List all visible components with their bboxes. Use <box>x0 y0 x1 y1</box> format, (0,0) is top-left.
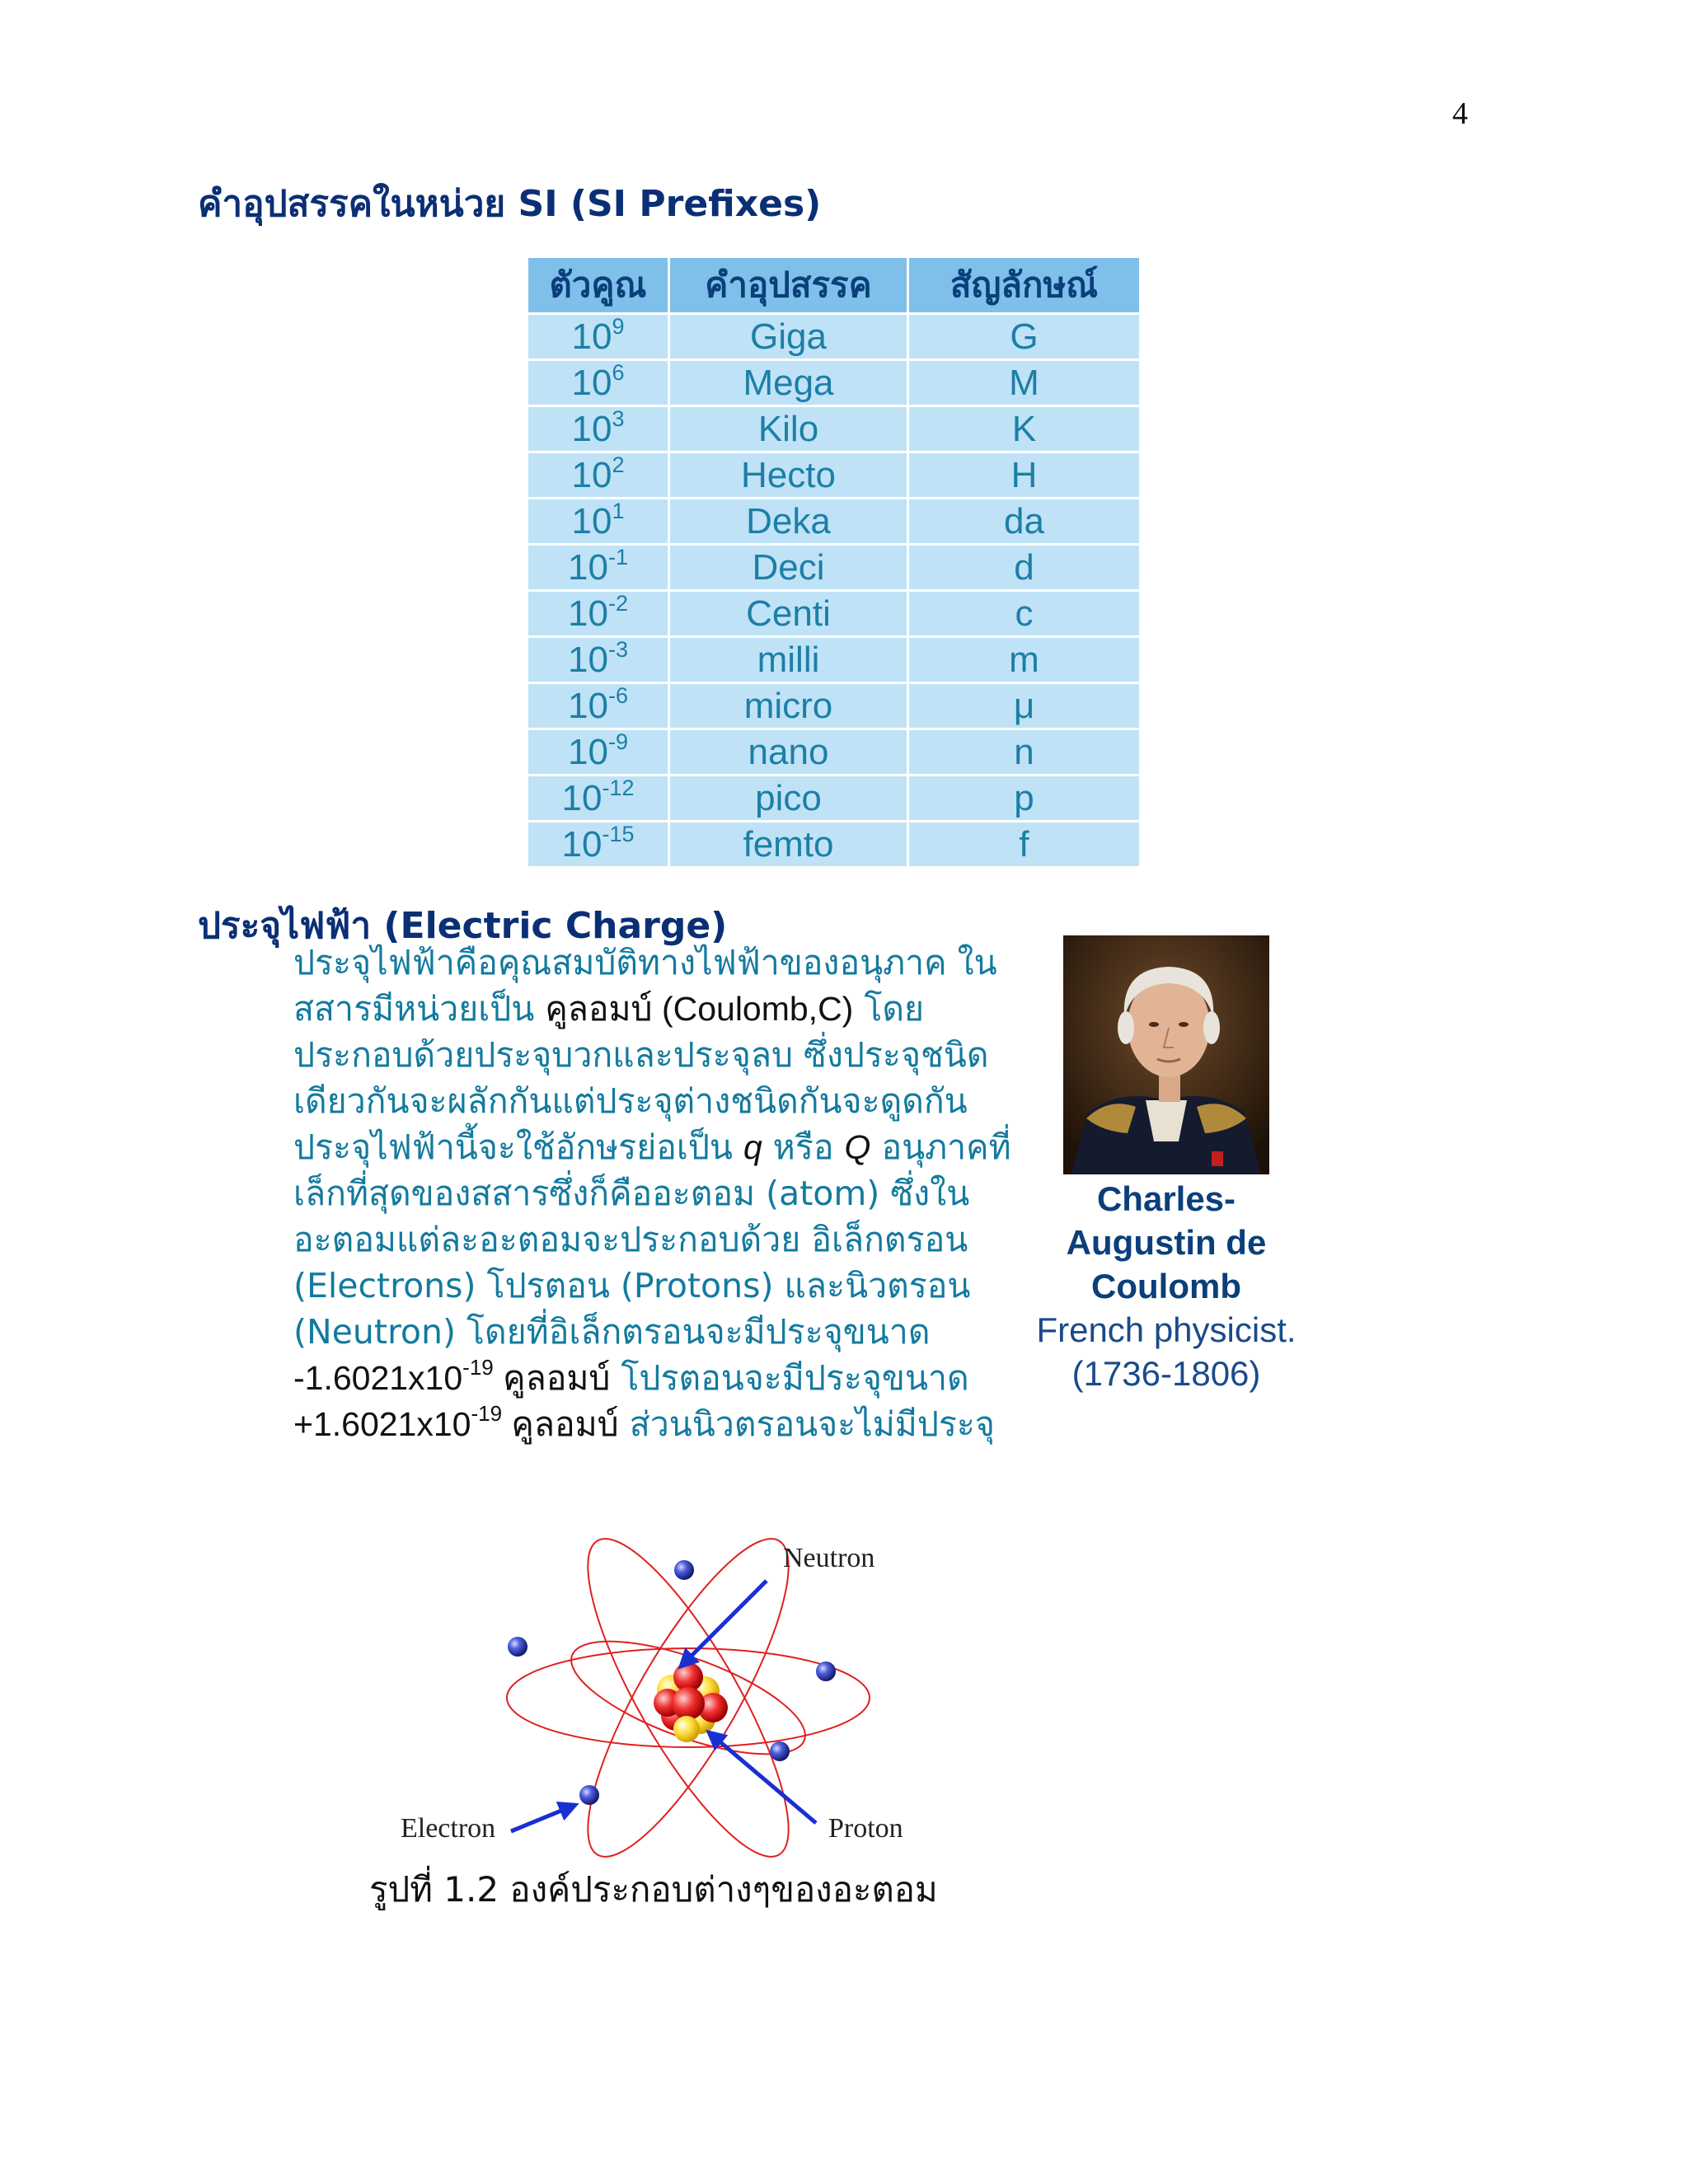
si-prefix-table <box>526 255 1142 869</box>
multiplier-base: 10 <box>568 731 608 772</box>
cell-prefix: Deci <box>669 545 908 591</box>
table-row <box>528 314 1141 360</box>
symbol-Q: Q <box>844 1128 871 1166</box>
para-text: อนุภาคที่เล็กที่สุดของสสารซึ่งก็คืออะตอม (atom) ซึ่งในอะตอมแต่ละอะตอมจะประกอบด้วย อิเล็กตรอน (Electrons) โปรตอน (Protons) และนิวตรอน (Neutron) โดยที่อิเล็กตรอนจะมีประจุขนาด <box>293 1127 1011 1352</box>
multiplier-base: 10 <box>571 362 612 403</box>
cell-multiplier <box>528 499 669 545</box>
cell-symbol: d <box>908 545 1141 591</box>
header-multiplier: ตัวคูณ <box>528 257 669 314</box>
header-prefix: คำอุปสรรค <box>669 257 908 314</box>
para-text-black: คูลอมบ์ <box>493 1359 611 1397</box>
multiplier-exponent: -6 <box>607 682 628 708</box>
electron-charge-base: -1.6021x10 <box>293 1359 463 1397</box>
cell-prefix: micro <box>669 683 908 729</box>
portrait-caption <box>1022 1177 1311 1395</box>
proton-charge-exp: -19 <box>471 1401 503 1426</box>
para-text: ส่วนนิวตรอนจะไม่มีประจุ <box>618 1404 995 1444</box>
para-text-black: คูลอมบ์ (Coulomb,C) <box>545 990 854 1028</box>
cell-symbol: K <box>908 406 1141 452</box>
portrait-name: Charles-Augustin de Coulomb <box>1066 1179 1267 1305</box>
cell-prefix: Kilo <box>669 406 908 452</box>
cell-symbol: μ <box>908 683 1141 729</box>
table-row <box>528 729 1141 776</box>
cell-prefix: Mega <box>669 360 908 406</box>
para-text-black: คูลอมบ์ <box>502 1405 619 1443</box>
multiplier-exponent: -9 <box>607 729 628 754</box>
header-symbol: สัญลักษณ์ <box>908 257 1141 314</box>
cell-multiplier <box>528 683 669 729</box>
cell-symbol: M <box>908 360 1141 406</box>
cell-multiplier <box>528 314 669 360</box>
cell-prefix: Giga <box>669 314 908 360</box>
multiplier-exponent: 6 <box>612 359 625 385</box>
cell-prefix: nano <box>669 729 908 776</box>
table-row <box>528 545 1141 591</box>
para-text: โปรตอนจะมีประจุขนาด <box>610 1358 969 1398</box>
cell-multiplier <box>528 360 669 406</box>
cell-prefix: Hecto <box>669 452 908 499</box>
label-electron: Electron <box>401 1813 496 1844</box>
cell-prefix: pico <box>669 776 908 822</box>
cell-symbol: p <box>908 776 1141 822</box>
para-text: โดยประกอบด้วยประจุบวกและประจุลบ ซึ่งประจุชนิดเดียวกันจะผลักกันแต่ประจุต่างชนิดกันจะดูดกัน ประจุไฟฟ้านี้จะใช้อักษรย่อเป็น <box>293 989 989 1167</box>
table-row <box>528 683 1141 729</box>
table-row <box>528 591 1141 637</box>
multiplier-base: 10 <box>571 454 612 495</box>
cell-multiplier <box>528 545 669 591</box>
table-row <box>528 637 1141 683</box>
multiplier-base: 10 <box>571 316 612 357</box>
neutron-arrow <box>681 1581 767 1666</box>
multiplier-exponent: 3 <box>612 405 625 431</box>
table-row <box>528 360 1141 406</box>
label-neutron: Neutron <box>783 1543 875 1573</box>
multiplier-base: 10 <box>571 408 612 449</box>
multiplier-exponent: -2 <box>607 590 628 616</box>
proton-charge-value <box>293 1401 503 1443</box>
cell-multiplier <box>528 637 669 683</box>
cell-multiplier <box>528 729 669 776</box>
table-row <box>528 776 1141 822</box>
table-row <box>528 499 1141 545</box>
cell-multiplier <box>528 822 669 868</box>
multiplier-base: 10 <box>568 685 608 726</box>
nucleus <box>654 1662 728 1742</box>
proton-charge-base: +1.6021x10 <box>293 1405 471 1443</box>
cell-multiplier <box>528 406 669 452</box>
cell-symbol: n <box>908 729 1141 776</box>
para-text: ประจุไฟฟ้าคือคุณสมบัติทางไฟฟ้าของอนุภาค ในสสารมีหน่วยเป็น <box>293 943 997 1029</box>
table-row <box>528 406 1141 452</box>
section-title-si-prefixes: คำอุปสรรคในหน่วย SI (SI Prefixes) <box>198 183 822 225</box>
multiplier-exponent: -3 <box>607 636 628 662</box>
para-text: หรือ <box>762 1127 845 1167</box>
cell-symbol: c <box>908 591 1141 637</box>
portrait-description: French physicist.(1736-1806) <box>1036 1310 1296 1393</box>
coulomb-portrait <box>1063 935 1269 1174</box>
page-number: 4 <box>1452 96 1468 131</box>
multiplier-exponent: 9 <box>612 313 625 339</box>
cell-symbol: m <box>908 637 1141 683</box>
cell-symbol: G <box>908 314 1141 360</box>
multiplier-exponent: -1 <box>607 544 628 569</box>
cell-multiplier <box>528 591 669 637</box>
multiplier-exponent: -15 <box>602 821 635 846</box>
cell-multiplier <box>528 776 669 822</box>
cell-prefix: femto <box>669 822 908 868</box>
table-row <box>528 452 1141 499</box>
cell-symbol: da <box>908 499 1141 545</box>
figure-caption: รูปที่ 1.2 องค์ประกอบต่างๆของอะตอม <box>369 1869 938 1910</box>
section-title-electric-charge: ประจุไฟฟ้า (Electric Charge) <box>198 905 728 947</box>
multiplier-base: 10 <box>561 823 603 865</box>
cell-prefix: Deka <box>669 499 908 545</box>
multiplier-base: 10 <box>568 639 608 680</box>
symbol-q: q <box>743 1128 762 1166</box>
electron-charge-exp: -19 <box>462 1355 494 1380</box>
cell-symbol: f <box>908 822 1141 868</box>
multiplier-exponent: 1 <box>612 498 625 523</box>
label-proton: Proton <box>828 1813 903 1844</box>
multiplier-base: 10 <box>568 593 608 634</box>
cell-prefix: Centi <box>669 591 908 637</box>
multiplier-exponent: 2 <box>612 452 625 477</box>
electron-charge-value <box>293 1355 494 1397</box>
cell-prefix: milli <box>669 637 908 683</box>
cell-symbol: H <box>908 452 1141 499</box>
table-header-row <box>528 257 1141 314</box>
electron-arrow <box>511 1805 575 1831</box>
cell-multiplier <box>528 452 669 499</box>
multiplier-base: 10 <box>568 546 608 588</box>
multiplier-base: 10 <box>571 500 612 541</box>
multiplier-base: 10 <box>561 777 603 818</box>
multiplier-exponent: -12 <box>602 775 635 800</box>
table-row <box>528 822 1141 868</box>
electric-charge-paragraph <box>293 940 1035 1447</box>
